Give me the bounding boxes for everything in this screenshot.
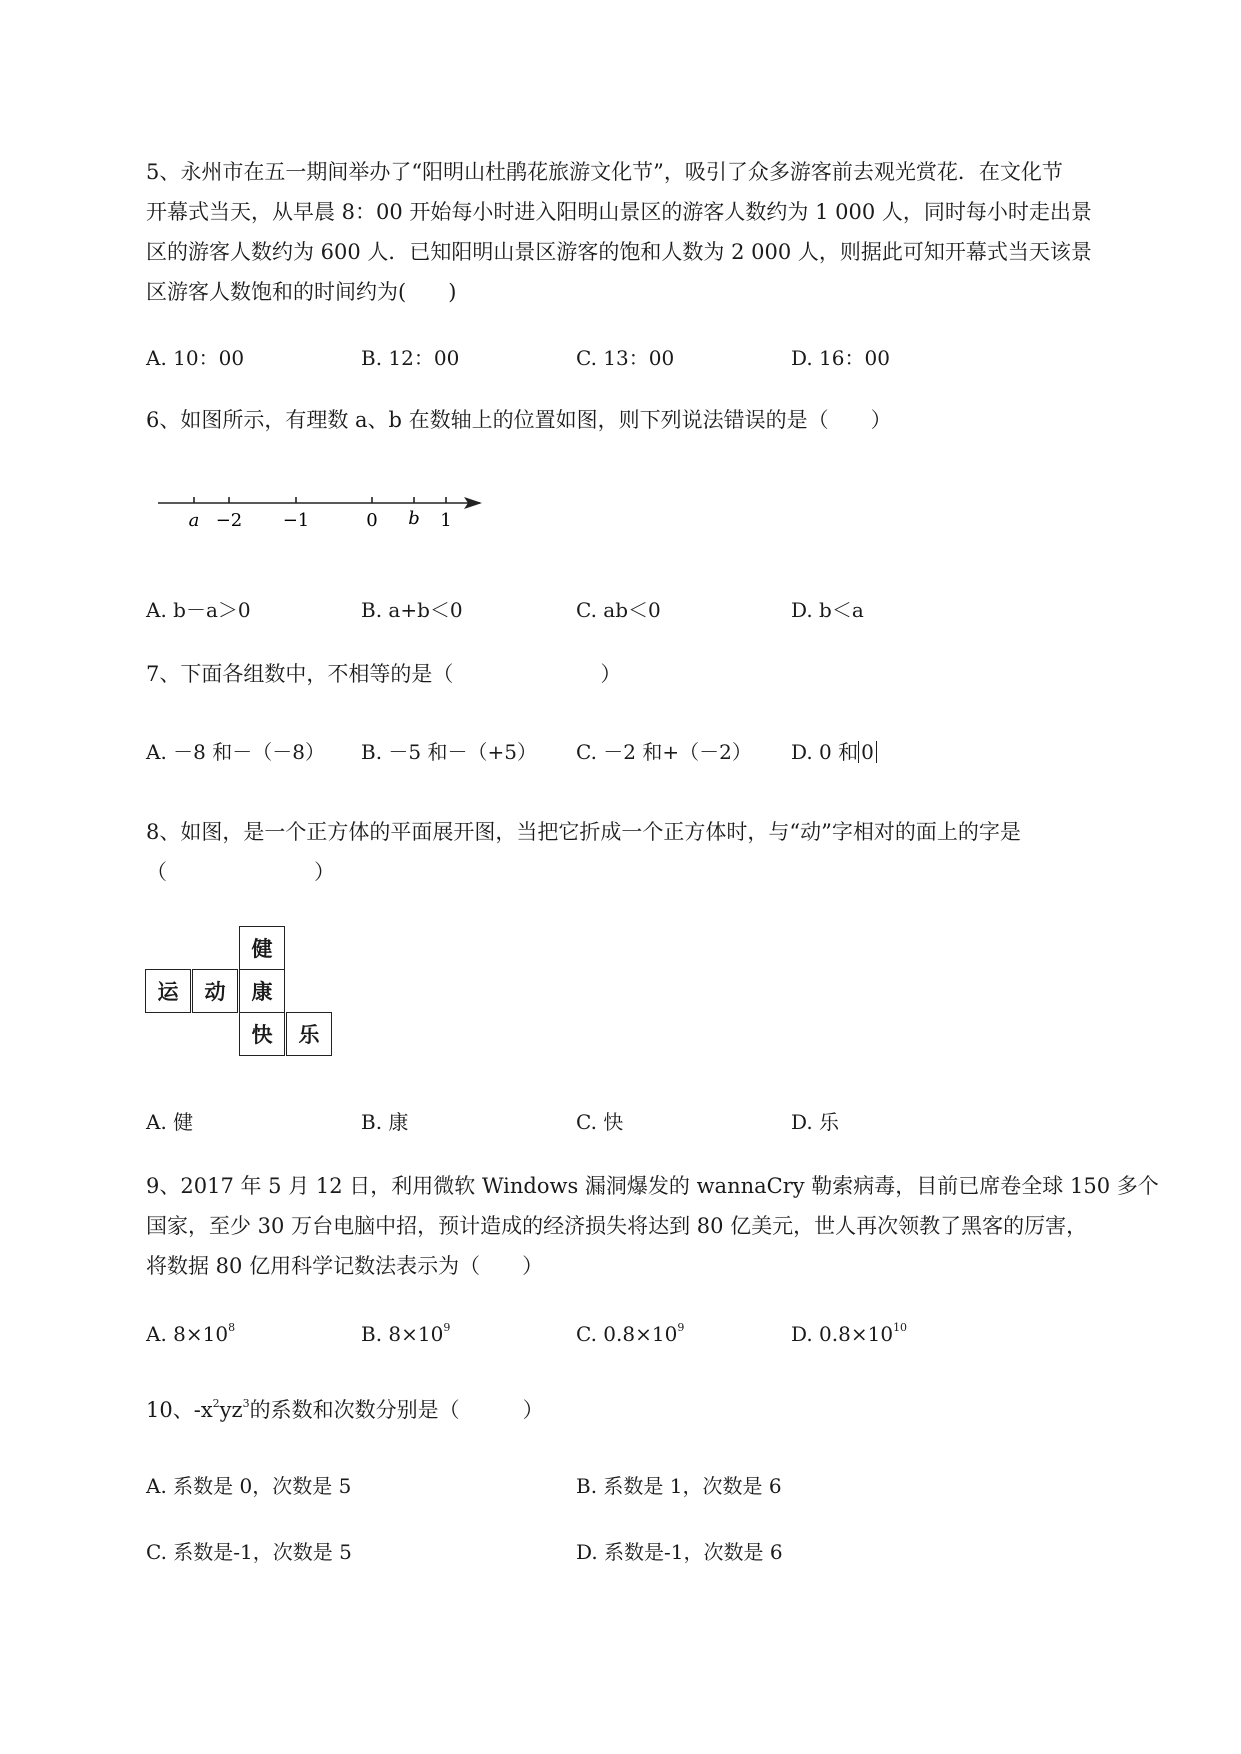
q10-stem (146, 1396, 544, 1424)
q5-stem-line-3: 区的游客人数约为 600 人．已知阳明山景区游客的饱和人数为 2 000 人，则据此可知开幕式当天该景 (146, 240, 1092, 264)
label-0: 0 (366, 510, 378, 531)
q5-option-b: B. 12：00 (361, 346, 460, 370)
q8-stem-line-2: （ ） (146, 860, 335, 884)
q9-option-a (146, 1320, 235, 1348)
q6-option-d: D. b＜a (791, 598, 864, 622)
net-face-left: 运 (145, 969, 191, 1013)
label-1: 1 (440, 510, 452, 531)
absolute-value: 0 (858, 741, 877, 763)
q7-option-c: C. －2 和+（－2） (576, 740, 752, 764)
q7-option-a: A. －8 和－（－8） (146, 740, 325, 764)
q10-stem-prefix: 10、-x (146, 1398, 213, 1422)
q8-stem-line-1: 8、如图，是一个正方体的平面展开图，当把它折成一个正方体时，与“动”字相对的面上的字是 (146, 820, 1021, 844)
q10-option-d: D. 系数是-1，次数是 6 (576, 1540, 783, 1564)
net-face-bottom: 快 (239, 1012, 285, 1056)
q10-stem-mid: yz (219, 1398, 243, 1422)
q9-option-b-exponent: 9 (443, 1321, 451, 1335)
label-b: b (408, 508, 420, 529)
q6-stem: 6、如图所示，有理数 a、b 在数轴上的位置如图，则下列说法错误的是（ ） (146, 408, 892, 432)
q9-stem-line-2: 国家，至少 30 万台电脑中招，预计造成的经济损失将达到 80 亿美元，世人再次领教了黑客的厉害， (146, 1214, 1088, 1238)
q9-stem-line-1: 9、2017 年 5 月 12 日，利用微软 Windows 漏洞爆发的 wannaCry 勒索病毒，目前已席卷全球 150 多个 (146, 1174, 1159, 1198)
label-a: a (188, 510, 200, 531)
net-face-mid-left: 动 (192, 969, 238, 1013)
label-minus-1: −1 (282, 510, 310, 531)
q5-option-c: C. 13：00 (576, 346, 675, 370)
q7-option-b: B. －5 和－（+5） (361, 740, 537, 764)
q9-option-b (361, 1320, 450, 1348)
q5-stem-line-4: 区游客人数饱和的时间约为( ) (146, 280, 457, 304)
q6-option-b: B. a+b＜0 (361, 598, 463, 622)
net-face-center: 康 (239, 969, 285, 1013)
q5-option-d: D. 16：00 (791, 346, 890, 370)
q8-option-b: B. 康 (361, 1110, 409, 1134)
q7-stem: 7、下面各组数中，不相等的是（ ） (146, 662, 622, 686)
q10-exponent-z: 3 (242, 1397, 250, 1410)
q5-stem-line-1: 5、永州市在五一期间举办了“阳明山杜鹃花旅游文化节”，吸引了众多游客前去观光赏花．在文化节 (146, 160, 1063, 184)
q10-stem-suffix: 的系数和次数分别是（ ） (249, 1398, 544, 1422)
q9-option-c-base: C. 0.8×10 (576, 1322, 678, 1346)
net-face-top: 健 (239, 926, 285, 970)
label-minus-2: −2 (215, 510, 243, 531)
q8-option-d: D. 乐 (791, 1110, 840, 1134)
q9-option-c (576, 1320, 684, 1348)
q7-option-d-prefix: D. 0 和 (791, 740, 859, 764)
q9-option-a-exponent: 8 (228, 1321, 236, 1335)
q10-option-c: C. 系数是-1，次数是 5 (146, 1540, 352, 1564)
q9-stem-line-3: 将数据 80 亿用科学记数法表示为（ ） (146, 1254, 544, 1278)
cube-net-figure (145, 920, 335, 1060)
net-face-bottom-right: 乐 (286, 1012, 332, 1056)
q9-option-d-base: D. 0.8×10 (791, 1322, 894, 1346)
q6-option-a: A. b－a＞0 (146, 598, 251, 622)
q10-option-a: A. 系数是 0，次数是 5 (146, 1474, 352, 1498)
number-line-figure (158, 485, 498, 545)
q7-option-d (791, 738, 877, 766)
q9-option-a-base: A. 8×10 (146, 1322, 229, 1346)
q9-option-d (791, 1320, 907, 1348)
q9-option-b-base: B. 8×10 (361, 1322, 444, 1346)
q10-exponent-x: 2 (212, 1397, 220, 1410)
q9-option-d-exponent: 10 (893, 1321, 908, 1335)
q6-option-c: C. ab＜0 (576, 598, 661, 622)
q5-option-a: A. 10：00 (146, 346, 245, 370)
q10-option-b: B. 系数是 1，次数是 6 (576, 1474, 782, 1498)
q5-stem-line-2: 开幕式当天，从早晨 8：00 开始每小时进入阳明山景区的游客人数约为 1 000 人，同时每小时走出景 (146, 200, 1092, 224)
q8-option-c: C. 快 (576, 1110, 624, 1134)
q9-option-c-exponent: 9 (677, 1321, 685, 1335)
q8-option-a: A. 健 (146, 1110, 194, 1134)
